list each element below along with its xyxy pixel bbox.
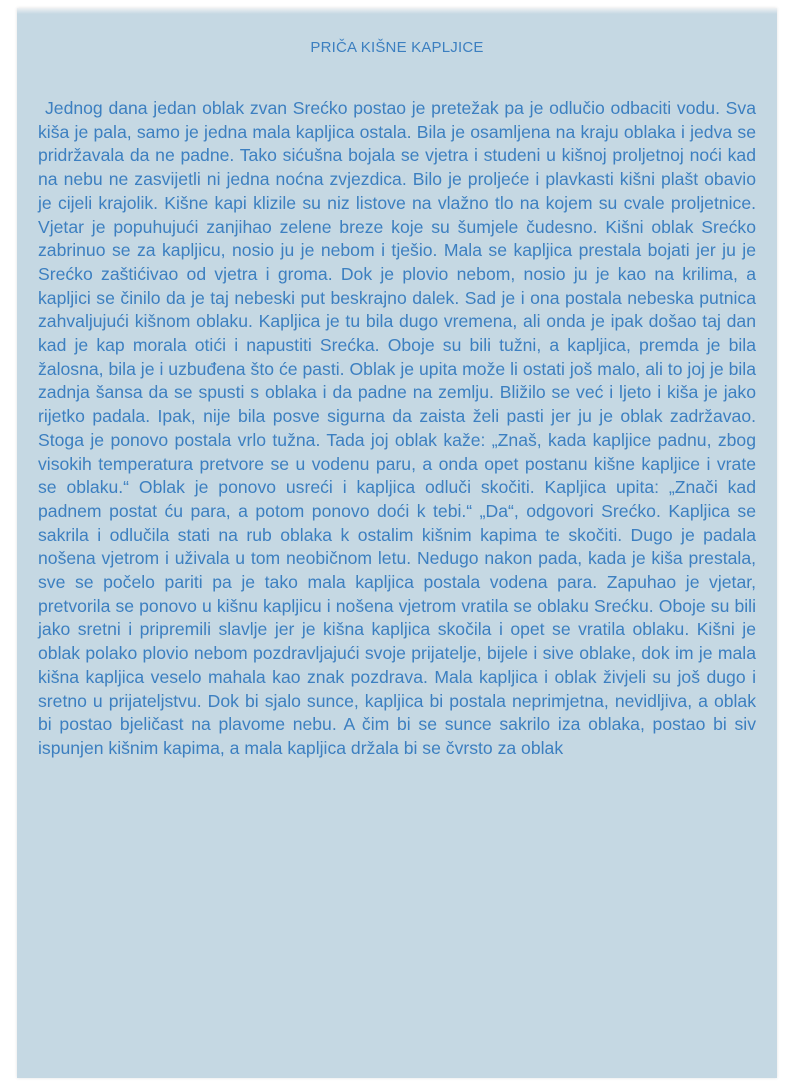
document-page bbox=[17, 8, 777, 1078]
document-title: PRIČA KIŠNE KAPLJICE bbox=[310, 39, 484, 56]
page-top-edge bbox=[17, 8, 777, 14]
story-text: Jednog dana jedan oblak zvan Srećko postao je pretežak pa je odlučio odbaciti vodu. Sva kiša je pala, samo je jedna mala kapljica ostala. Bila je osamljena na kraju oblaka i jedva se pridržavala da ne padne. Tako sićušna bojala se vjetra i studeni u kišnoj proljetnoj noći kad na nebu ne zasvijetli ni jedna noćna zvjezdica. Bilo je proljeće i plavkasti kišni plašt obavio je cijeli krajolik. Kišne kapi klizile su niz listove na vlažno tlo na kojem su cvale proljetnice. Vjetar je popuhujući zanjihao zelene breze koje su šumjele čudesno. Kišni oblak Srećko zabrinuo se za kapljicu, nosio ju je nebom i tješio. Mala se kapljica prestala bojati jer ju je Srećko zaštićivao od vjetra i groma. Dok je plovio nebom, nosio ju je kao na krilima, a kapljici se činilo da je taj nebeski put beskrajno dalek. Sad je i ona postala nebeska putnica zahvaljujući kišnom oblaku. Kapljica je tu bila dugo vremena, ali onda je ipak došao taj dan kad je kap morala otići i napustiti Srećka. Oboje su bili tužni, a kapljica, premda je bila žalosna, bila je i uzbuđena što će pasti. Oblak je upita može li ostati još malo, ali to joj je bila zadnja šansa da se spusti s oblaka i da padne na zemlju. Bližilo se već i ljeto i kiša je jako rijetko padala. Ipak, nije bila posve sigurna da zaista želi pasti jer ju je oblak zadržavao. Stoga je ponovo postala vrlo tužna. Tada joj oblak kaže: „Znaš, kada kapljice padnu, zbog visokih temperatura pretvore se u vodenu paru, a onda opet postanu kišne kapljice i vrate se oblaku.“ Oblak je ponovo usreći i kapljica odluči skočiti. Kapljica upita: „Znači kad padnem postat ću para, a potom ponovo doći k tebi.“ „Da“, odgovori Srećko. Kapljica se sakrila i odlučila stati na rub oblaka k ostalim kišnim kapima te skočiti. Dugo je padala nošena vjetrom i uživala u tom neobičnom letu. Nedugo nakon pada, kada je kiša prestala, sve se počelo pariti pa je tako mala kapljica postala vodena para. Zapuhao je vjetar, pretvorila se ponovo u kišnu kapljicu i nošena vjetrom vratila se oblaku Srećku. Oboje su bili jako sretni i pripremili slavlje jer je kišna kapljica skočila i opet se vratila oblaku. Kišni je oblak polako plovio nebom pozdravljajući svoje prijatelje, bijele i sive oblake, dok im je mala kišna kapljica veselo mahala kao znak pozdrava. Mala kapljica i oblak živjeli su još dugo i sretno u prijateljstvu. Dok bi sjalo sunce, kapljica bi postala neprimjetna, nevidljiva, a oblak bi postao bjeličast na plavome nebu. A čim bi se sunce sakrilo iza oblaka, postao bi siv ispunjen kišnim kapima, a mala kapljica držala bi se čvrsto za oblak bbox=[38, 98, 756, 758]
